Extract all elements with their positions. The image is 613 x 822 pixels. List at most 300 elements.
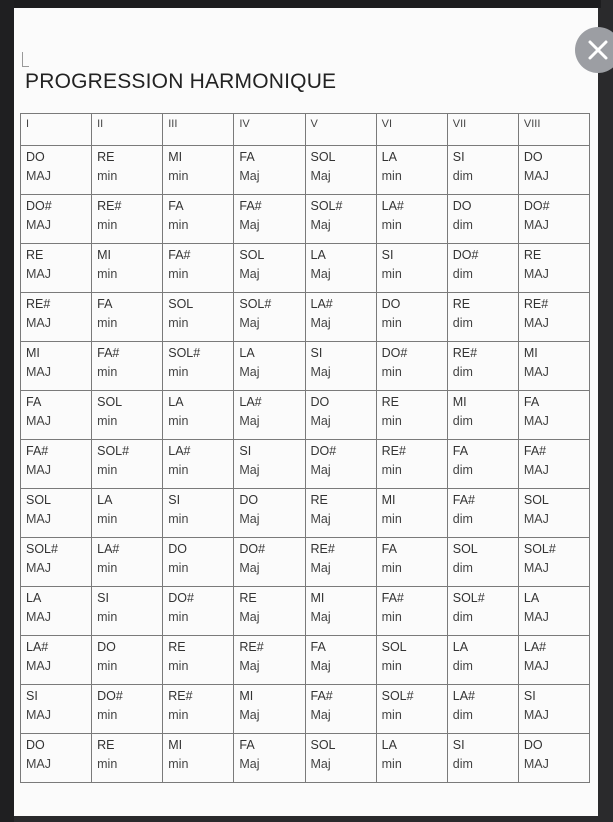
chord-cell xyxy=(21,636,92,685)
chord-quality: dim xyxy=(452,610,473,624)
chord-quality: min xyxy=(381,414,402,428)
chord-note: RE xyxy=(26,248,44,262)
text-cursor-mark xyxy=(22,52,29,67)
chord-cell xyxy=(447,440,518,489)
chord-cell xyxy=(376,685,447,734)
chord-quality: Maj xyxy=(310,708,331,722)
chord-cell xyxy=(518,195,589,244)
chord-cell xyxy=(234,587,305,636)
chord-cell xyxy=(92,587,163,636)
chord-cell xyxy=(163,391,234,440)
chord-quality: Maj xyxy=(239,365,260,379)
chord-quality: min xyxy=(168,267,189,281)
chord-note: RE# xyxy=(310,542,335,556)
chord-cell xyxy=(447,244,518,293)
chord-note: SOL xyxy=(523,493,549,507)
chord-note: SI xyxy=(381,248,394,262)
chord-note: MI xyxy=(26,346,40,360)
chord-note: RE# xyxy=(97,199,122,213)
chord-quality: min xyxy=(381,610,402,624)
chord-note: DO xyxy=(97,640,116,654)
close-icon xyxy=(587,39,609,61)
chord-note: LA xyxy=(523,591,540,605)
chord-note: SOL# xyxy=(381,689,414,703)
chord-cell xyxy=(21,293,92,342)
chord-note: RE xyxy=(523,248,542,262)
chord-cell xyxy=(234,685,305,734)
chord-cell xyxy=(92,244,163,293)
chord-cell xyxy=(376,636,447,685)
chord-note: FA# xyxy=(239,199,262,213)
chord-quality: MAJ xyxy=(26,610,51,624)
chord-note: SI xyxy=(452,738,465,752)
left-edge xyxy=(0,0,14,822)
chord-note: DO# xyxy=(26,199,52,213)
chord-note: RE# xyxy=(26,297,51,311)
chord-cell xyxy=(305,489,376,538)
chord-cell xyxy=(163,195,234,244)
chord-quality: min xyxy=(97,316,118,330)
chord-cell xyxy=(305,195,376,244)
table-row xyxy=(21,685,590,734)
chord-cell xyxy=(447,538,518,587)
chord-cell xyxy=(305,734,376,783)
chord-quality: min xyxy=(381,708,402,722)
chord-quality: dim xyxy=(452,218,473,232)
chord-quality: min xyxy=(97,708,118,722)
chord-quality: min xyxy=(97,561,118,575)
column-header: VI xyxy=(376,114,447,146)
chord-cell xyxy=(92,342,163,391)
chord-cell xyxy=(21,342,92,391)
chord-quality: min xyxy=(97,757,118,771)
chord-note: RE xyxy=(97,150,115,164)
chord-quality: MAJ xyxy=(26,512,51,526)
chord-cell xyxy=(92,734,163,783)
chord-note: MI xyxy=(452,395,467,409)
chord-cell xyxy=(163,734,234,783)
chord-quality: Maj xyxy=(239,757,260,771)
chord-quality: dim xyxy=(452,169,473,183)
chord-note: DO# xyxy=(452,248,479,262)
chord-note: FA# xyxy=(381,591,404,605)
chord-note: FA# xyxy=(310,689,333,703)
chord-note: DO# xyxy=(168,591,194,605)
chord-quality: min xyxy=(168,757,189,771)
chord-quality: min xyxy=(168,659,189,673)
chord-cell xyxy=(376,244,447,293)
chord-cell xyxy=(447,146,518,195)
chord-note: DO xyxy=(523,738,543,752)
chord-note: LA# xyxy=(239,395,262,409)
chord-note: SOL# xyxy=(452,591,485,605)
chord-note: DO# xyxy=(97,689,123,703)
chord-note: FA xyxy=(452,444,469,458)
chord-cell xyxy=(518,244,589,293)
chord-cell xyxy=(518,293,589,342)
chord-note: DO xyxy=(310,395,330,409)
chord-quality: MAJ xyxy=(26,561,51,575)
chord-cell xyxy=(21,440,92,489)
chord-cell xyxy=(163,244,234,293)
chord-cell xyxy=(163,440,234,489)
chord-note: FA xyxy=(239,150,255,164)
chord-cell xyxy=(518,391,589,440)
chord-cell xyxy=(376,391,447,440)
chord-quality: min xyxy=(381,659,402,673)
chord-note: FA# xyxy=(523,444,547,458)
chord-cell xyxy=(376,489,447,538)
chord-cell xyxy=(305,685,376,734)
chord-note: SOL xyxy=(452,542,478,556)
chord-note: LA xyxy=(97,493,113,507)
chord-quality: MAJ xyxy=(523,561,549,575)
chord-note: FA# xyxy=(26,444,49,458)
column-header: VIII xyxy=(518,114,589,146)
chord-quality: dim xyxy=(452,414,473,428)
table-row xyxy=(21,244,590,293)
chord-note: FA xyxy=(97,297,113,311)
chord-quality: Maj xyxy=(310,316,331,330)
chord-quality: Maj xyxy=(310,561,331,575)
chord-quality: Maj xyxy=(239,561,260,575)
chord-note: LA xyxy=(168,395,184,409)
chord-cell xyxy=(92,146,163,195)
chord-cell xyxy=(376,538,447,587)
chord-cell xyxy=(518,734,589,783)
top-edge xyxy=(0,0,613,8)
chord-cell xyxy=(163,342,234,391)
chord-quality: MAJ xyxy=(26,414,51,428)
chord-cell xyxy=(305,587,376,636)
chord-quality: MAJ xyxy=(26,218,51,232)
chord-cell xyxy=(92,636,163,685)
chord-note: RE# xyxy=(381,444,406,458)
chord-cell xyxy=(447,342,518,391)
chord-cell xyxy=(376,734,447,783)
chord-cell xyxy=(376,587,447,636)
chord-note: SOL xyxy=(26,493,52,507)
chord-cell xyxy=(234,538,305,587)
chord-cell xyxy=(518,538,589,587)
chord-quality: MAJ xyxy=(523,218,549,232)
chord-quality: min xyxy=(97,463,118,477)
chord-quality: min xyxy=(168,365,189,379)
chord-note: SI xyxy=(310,346,323,360)
chord-cell xyxy=(92,538,163,587)
table-row xyxy=(21,195,590,244)
column-header: VII xyxy=(447,114,518,146)
chord-cell xyxy=(21,538,92,587)
chord-note: SI xyxy=(97,591,109,605)
chord-quality: dim xyxy=(452,512,473,526)
chord-quality: min xyxy=(381,463,402,477)
chord-quality: min xyxy=(381,267,402,281)
column-header: V xyxy=(305,114,376,146)
chord-quality: Maj xyxy=(239,512,260,526)
chord-quality: min xyxy=(168,610,189,624)
document-page xyxy=(14,8,598,816)
chord-note: LA# xyxy=(310,297,333,311)
chord-cell xyxy=(305,244,376,293)
chord-quality: dim xyxy=(452,708,473,722)
chord-note: FA# xyxy=(168,248,191,262)
chord-note: MI xyxy=(168,150,183,164)
chord-cell xyxy=(376,440,447,489)
chord-note: FA xyxy=(381,542,397,556)
chord-quality: min xyxy=(168,463,189,477)
table-row xyxy=(21,587,590,636)
chord-quality: MAJ xyxy=(26,708,51,722)
chord-quality: Maj xyxy=(239,414,260,428)
chord-note: FA xyxy=(310,640,326,654)
chord-note: LA xyxy=(381,150,397,164)
chord-quality: MAJ xyxy=(523,463,549,477)
chord-note: DO# xyxy=(523,199,550,213)
right-edge xyxy=(601,0,613,822)
chord-quality: MAJ xyxy=(523,757,549,771)
chord-cell xyxy=(163,685,234,734)
chord-cell xyxy=(163,587,234,636)
chord-table xyxy=(20,113,590,783)
chord-quality: MAJ xyxy=(523,365,549,379)
chord-cell xyxy=(21,391,92,440)
chord-quality: min xyxy=(97,512,118,526)
chord-cell xyxy=(518,440,589,489)
chord-note: LA xyxy=(452,640,469,654)
chord-cell xyxy=(447,734,518,783)
chord-quality: min xyxy=(97,659,118,673)
chord-quality: Maj xyxy=(239,708,260,722)
chord-quality: Maj xyxy=(310,757,331,771)
chord-note: SI xyxy=(523,689,536,703)
column-header: II xyxy=(92,114,163,146)
chord-cell xyxy=(21,146,92,195)
chord-cell xyxy=(234,146,305,195)
chord-quality: Maj xyxy=(310,610,331,624)
chord-note: SOL xyxy=(168,297,194,311)
table-row xyxy=(21,636,590,685)
chord-note: FA xyxy=(26,395,42,409)
chord-cell xyxy=(92,195,163,244)
chord-note: DO xyxy=(168,542,187,556)
table-row xyxy=(21,391,590,440)
chord-quality: Maj xyxy=(239,169,260,183)
chord-note: RE xyxy=(239,591,257,605)
chord-cell xyxy=(305,440,376,489)
chord-quality: MAJ xyxy=(26,169,51,183)
chord-note: RE# xyxy=(239,640,264,654)
chord-note: SI xyxy=(26,689,38,703)
chord-quality: MAJ xyxy=(523,708,549,722)
chord-quality: min xyxy=(168,414,189,428)
chord-cell xyxy=(234,391,305,440)
chord-quality: Maj xyxy=(310,169,331,183)
chord-quality: min xyxy=(381,512,402,526)
chord-note: MI xyxy=(310,591,325,605)
chord-quality: min xyxy=(97,267,118,281)
chord-note: DO# xyxy=(310,444,337,458)
chord-quality: MAJ xyxy=(26,659,51,673)
chord-cell xyxy=(376,293,447,342)
chord-quality: Maj xyxy=(239,218,260,232)
chord-cell xyxy=(21,587,92,636)
chord-quality: min xyxy=(381,757,402,771)
column-header: IV xyxy=(234,114,305,146)
chord-note: SOL xyxy=(239,248,265,262)
chord-note: DO xyxy=(26,738,45,752)
chord-cell xyxy=(21,195,92,244)
chord-quality: Maj xyxy=(239,316,260,330)
chord-cell xyxy=(234,636,305,685)
chord-note: RE xyxy=(310,493,328,507)
chord-note: LA# xyxy=(26,640,49,654)
chord-quality: Maj xyxy=(310,659,331,673)
chord-quality: min xyxy=(381,316,402,330)
table-row xyxy=(21,146,590,195)
chord-quality: MAJ xyxy=(26,316,51,330)
chord-cell xyxy=(163,293,234,342)
chord-cell xyxy=(447,293,518,342)
column-header: III xyxy=(163,114,234,146)
chord-quality: min xyxy=(97,169,118,183)
chord-quality: MAJ xyxy=(523,512,549,526)
chord-note: SOL xyxy=(310,738,336,752)
chord-note: LA# xyxy=(381,199,404,213)
chord-cell xyxy=(376,342,447,391)
chord-note: SOL# xyxy=(97,444,130,458)
table-row xyxy=(21,489,590,538)
chord-quality: dim xyxy=(452,659,473,673)
chord-note: LA# xyxy=(452,689,475,703)
chord-quality: min xyxy=(97,414,118,428)
chord-note: RE# xyxy=(523,297,549,311)
chord-note: FA# xyxy=(452,493,475,507)
chord-cell xyxy=(92,391,163,440)
table-row xyxy=(21,734,590,783)
chord-quality: min xyxy=(97,610,118,624)
column-header: I xyxy=(21,114,92,146)
chord-note: SOL xyxy=(381,640,407,654)
chord-cell xyxy=(305,636,376,685)
chord-quality: Maj xyxy=(310,267,331,281)
chord-cell xyxy=(518,489,589,538)
chord-note: RE xyxy=(168,640,186,654)
chord-cell xyxy=(163,146,234,195)
chord-quality: min xyxy=(168,561,189,575)
chord-quality: Maj xyxy=(239,659,260,673)
chord-cell xyxy=(21,734,92,783)
chord-note: LA# xyxy=(168,444,191,458)
chord-cell xyxy=(305,342,376,391)
chord-note: RE xyxy=(97,738,115,752)
chord-cell xyxy=(447,587,518,636)
chord-note: SI xyxy=(452,150,465,164)
chord-note: MI xyxy=(523,346,538,360)
chord-quality: dim xyxy=(452,757,473,771)
chord-cell xyxy=(376,195,447,244)
chord-quality: Maj xyxy=(310,512,331,526)
chord-note: LA xyxy=(310,248,326,262)
chord-quality: min xyxy=(381,218,402,232)
chord-cell xyxy=(305,146,376,195)
chord-cell xyxy=(163,489,234,538)
chord-quality: MAJ xyxy=(523,610,549,624)
chord-cell xyxy=(234,244,305,293)
chord-quality: min xyxy=(168,316,189,330)
chord-quality: min xyxy=(168,218,189,232)
chord-cell xyxy=(234,489,305,538)
chord-note: SOL# xyxy=(168,346,201,360)
chord-quality: min xyxy=(168,708,189,722)
chord-cell xyxy=(92,489,163,538)
chord-quality: Maj xyxy=(239,610,260,624)
chord-note: SOL# xyxy=(239,297,272,311)
chord-quality: MAJ xyxy=(26,365,51,379)
chord-quality: MAJ xyxy=(26,267,51,281)
chord-note: MI xyxy=(381,493,396,507)
chord-cell xyxy=(163,538,234,587)
chord-note: LA xyxy=(26,591,42,605)
chord-note: RE# xyxy=(168,689,193,703)
chord-note: SOL# xyxy=(26,542,58,556)
chord-quality: min xyxy=(97,365,118,379)
chord-note: LA# xyxy=(97,542,120,556)
chord-quality: MAJ xyxy=(523,267,549,281)
table-row xyxy=(21,342,590,391)
chord-cell xyxy=(518,342,589,391)
chord-cell xyxy=(92,293,163,342)
chord-note: MI xyxy=(239,689,254,703)
chord-cell xyxy=(21,489,92,538)
chord-cell xyxy=(92,685,163,734)
chord-note: MI xyxy=(97,248,112,262)
chord-quality: Maj xyxy=(239,463,260,477)
chord-quality: MAJ xyxy=(523,316,549,330)
chord-quality: dim xyxy=(452,463,473,477)
chord-note: SI xyxy=(239,444,252,458)
chord-cell xyxy=(447,391,518,440)
chord-note: DO xyxy=(381,297,401,311)
chord-note: LA xyxy=(381,738,397,752)
chord-cell xyxy=(234,293,305,342)
chord-note: MI xyxy=(168,738,183,752)
chord-cell xyxy=(234,734,305,783)
chord-cell xyxy=(447,489,518,538)
chord-note: DO xyxy=(239,493,259,507)
table-row xyxy=(21,538,590,587)
page-title: PROGRESSION HARMONIQUE xyxy=(25,70,337,93)
chord-note: FA xyxy=(168,199,184,213)
chord-note: DO# xyxy=(381,346,408,360)
chord-note: SOL# xyxy=(310,199,343,213)
chord-quality: min xyxy=(381,561,402,575)
chord-cell xyxy=(376,146,447,195)
chord-cell xyxy=(92,440,163,489)
table-row xyxy=(21,293,590,342)
chord-quality: min xyxy=(381,169,402,183)
close-button[interactable] xyxy=(575,27,613,73)
chord-quality: min xyxy=(381,365,402,379)
chord-quality: Maj xyxy=(239,267,260,281)
chord-note: RE xyxy=(381,395,399,409)
chord-cell xyxy=(518,587,589,636)
chord-quality: Maj xyxy=(310,463,331,477)
chord-note: SOL xyxy=(310,150,336,164)
chord-quality: MAJ xyxy=(26,463,51,477)
chord-cell xyxy=(305,538,376,587)
chord-quality: Maj xyxy=(310,365,331,379)
